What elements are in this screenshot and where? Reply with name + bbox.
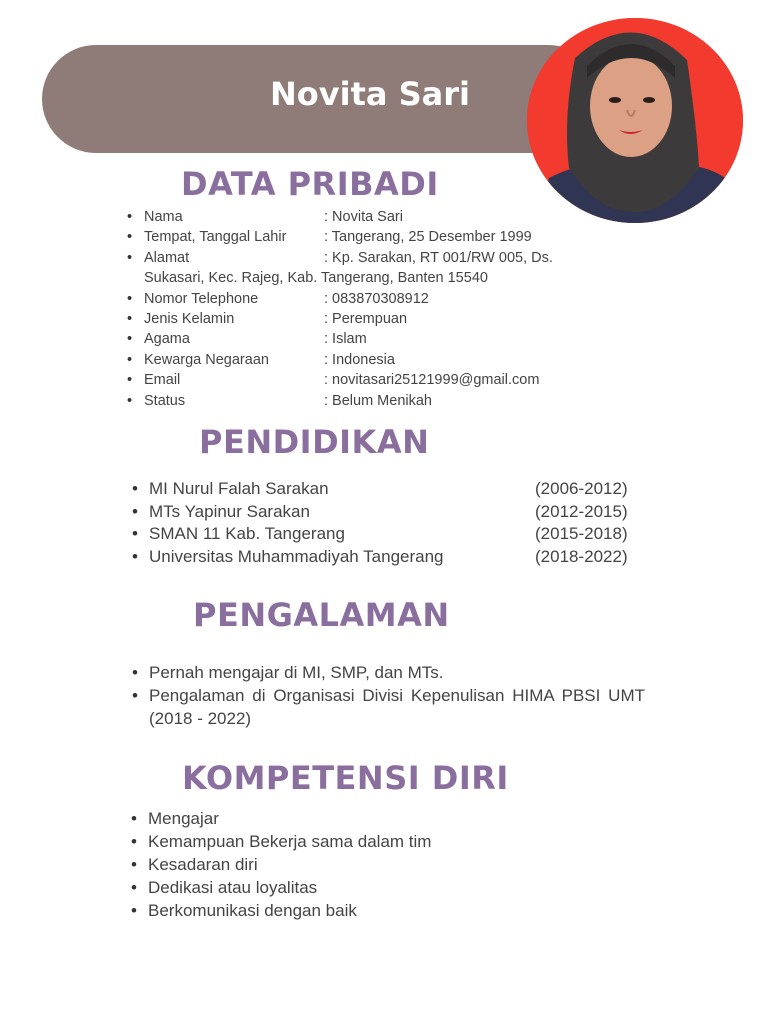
list-item	[124, 370, 584, 390]
field-value: : 083870308912	[324, 290, 429, 307]
profile-photo-illustration	[527, 18, 743, 223]
list-item: • Dedikasi atau loyalitas	[128, 876, 628, 899]
school-name: SMAN 11 Kab. Tangerang	[149, 524, 345, 544]
field-label: Agama	[144, 331, 190, 348]
field-label: Kewarga Negaraan	[144, 351, 269, 368]
list-item	[124, 289, 584, 309]
list-item: • Kemampuan Bekerja sama dalam tim	[128, 830, 628, 853]
field-value: : Novita Sari	[324, 209, 403, 225]
school-name: MI Nurul Falah Sarakan	[149, 479, 329, 498]
list-item: • Mengajar	[128, 807, 628, 830]
section-title-education: PENDIDIKAN	[199, 423, 430, 461]
list-item	[124, 248, 584, 289]
section-title-skills: KOMPETENSI DIRI	[182, 759, 509, 797]
field-value: : Indonesia	[324, 351, 395, 368]
list-item: • Kesadaran diri	[128, 853, 628, 876]
list-item	[129, 523, 649, 546]
field-value: : Tangerang, 25 Desember 1999	[324, 229, 532, 246]
section-title-personal: DATA PRIBADI	[181, 165, 439, 203]
personal-data-list	[124, 207, 584, 411]
education-list	[129, 478, 649, 568]
school-years: (2015-2018)	[535, 524, 628, 544]
field-label: Nomor Telephone	[144, 290, 259, 307]
list-item: • Berkomunikasi dengan baik	[128, 899, 628, 922]
experience-list	[129, 661, 645, 730]
school-name: MTs Yapinur Sarakan	[149, 501, 310, 521]
list-item	[124, 329, 584, 349]
skills-list	[128, 807, 628, 922]
field-label: Tempat, Tanggal Lahir	[144, 229, 287, 246]
school-years: (2006-2012)	[535, 479, 628, 498]
field-label: Email	[144, 372, 181, 389]
school-years: (2012-2015)	[535, 501, 628, 521]
list-item	[124, 350, 584, 370]
list-item	[124, 227, 584, 247]
field-label: Status	[144, 392, 186, 409]
school-name: Universitas Muhammadiyah Tangerang	[149, 546, 444, 566]
person-name: Novita Sari	[269, 75, 470, 113]
list-item	[129, 478, 649, 501]
field-value-continued: Sukasari, Kec. Rajeg, Kab. Tangerang, Banten 15540	[144, 270, 488, 287]
school-years: (2018-2022)	[535, 546, 628, 566]
field-label: Nama	[144, 209, 183, 225]
list-item	[124, 391, 584, 411]
list-item	[129, 546, 649, 569]
list-item	[124, 207, 584, 227]
field-value: : novitasari25121999@gmail.com	[324, 372, 540, 389]
field-value: : Belum Menikah	[324, 392, 432, 409]
field-value: : Perempuan	[324, 311, 408, 328]
field-value: : Kp. Sarakan, RT 001/RW 005, Ds.	[324, 249, 553, 266]
list-item: • Pernah mengajar di MI, SMP, dan MTs.	[129, 661, 645, 684]
list-item	[129, 501, 649, 524]
profile-photo	[527, 18, 743, 223]
list-item: • Pengalaman di Organisasi Divisi Kepenulisan HIMA PBSI UMT (2018 - 2022)	[129, 684, 645, 730]
field-label: Jenis Kelamin	[144, 311, 235, 328]
field-label: Alamat	[144, 249, 190, 266]
field-value: : Islam	[324, 331, 367, 348]
list-item	[124, 309, 584, 329]
section-title-experience: PENGALAMAN	[193, 596, 450, 634]
